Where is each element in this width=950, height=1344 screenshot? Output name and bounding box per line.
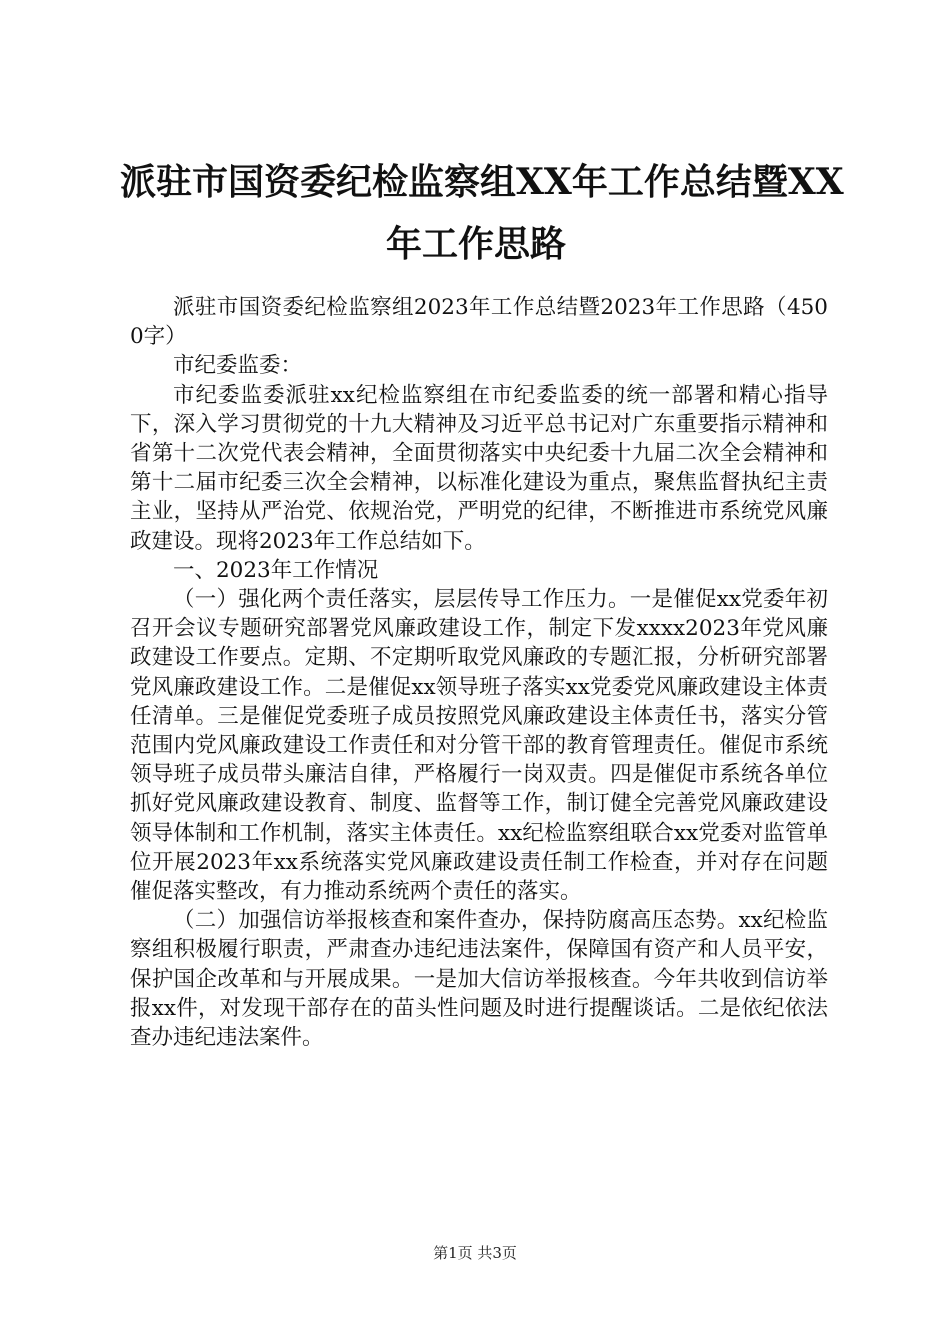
salutation-paragraph: 市纪委监委：	[173, 353, 303, 379]
page-number-footer: 第1页 共3页	[433, 1244, 517, 1262]
subtitle-paragraph: 派驻市国资委纪检监察组2023年工作总结暨2023年工作思路（4500字）	[130, 295, 828, 350]
intro-paragraph: 市纪委监委派驻xx纪检监察组在市纪委监委的统一部署和精心指导下，深入学习贯彻党的十九大精神及习近平总书记对广东重要指示精神和省第十二次党代表会精神，全面贯彻落实中央纪委十九届二次全会精神和第十二届市纪委三次全会精神，以标准化建设为重点，聚焦监督执纪主责主业，坚持从严治党、依规治党，严明党的纪律，不断推进市系统党风廉政建设。现将2023年工作总结如下。	[130, 382, 828, 554]
document-body	[130, 293, 828, 1052]
document-title-line-1: 派驻市国资委纪检监察组XX年工作总结暨XX	[120, 161, 844, 203]
section-heading: 一、2023年工作情况	[173, 557, 379, 583]
section-2-paragraph: （二）加强信访举报核查和案件查办，保持防腐高压态势。xx纪检监察组积极履行职责，严肃查办违纪违法案件，保障国有资产和人员平安，保护国企改革和与开展成果。一是加大信访举报核查。今年共收到信访举报xx件，对发现干部存在的苗头性问题及时进行提醒谈话。二是依纪依法查办违纪违法案件。	[130, 908, 828, 1051]
section-1-paragraph: （一）强化两个责任落实，层层传导工作压力。一是催促xx党委年初召开会议专题研究部署党风廉政建设工作，制定下发xxxx2023年党风廉政建设工作要点。定期、不定期听取党风廉政的专题汇报，分析研究部署党风廉政建设工作。二是催促xx领导班子落实xx党委党风廉政建设主体责任清单。三是催促党委班子成员按照党风廉政建设主体责任书，落实分管范围内党风廉政建设工作责任和对分管干部的教育管理责任。催促市系统领导班子成员带头廉洁自律，严格履行一岗双责。四是催促市系统各单位抓好党风廉政建设教育、制度、监督等工作，制订健全完善党风廉政建设领导体制和工作机制，落实主体责任。xx纪检监察组联合xx党委对监管单位开展2023年xx系统落实党风廉政建设责任制工作检查，并对存在问题催促落实整改，有力推动系统两个责任的落实。	[130, 587, 828, 905]
document-title-line-2: 年工作思路	[385, 223, 566, 265]
